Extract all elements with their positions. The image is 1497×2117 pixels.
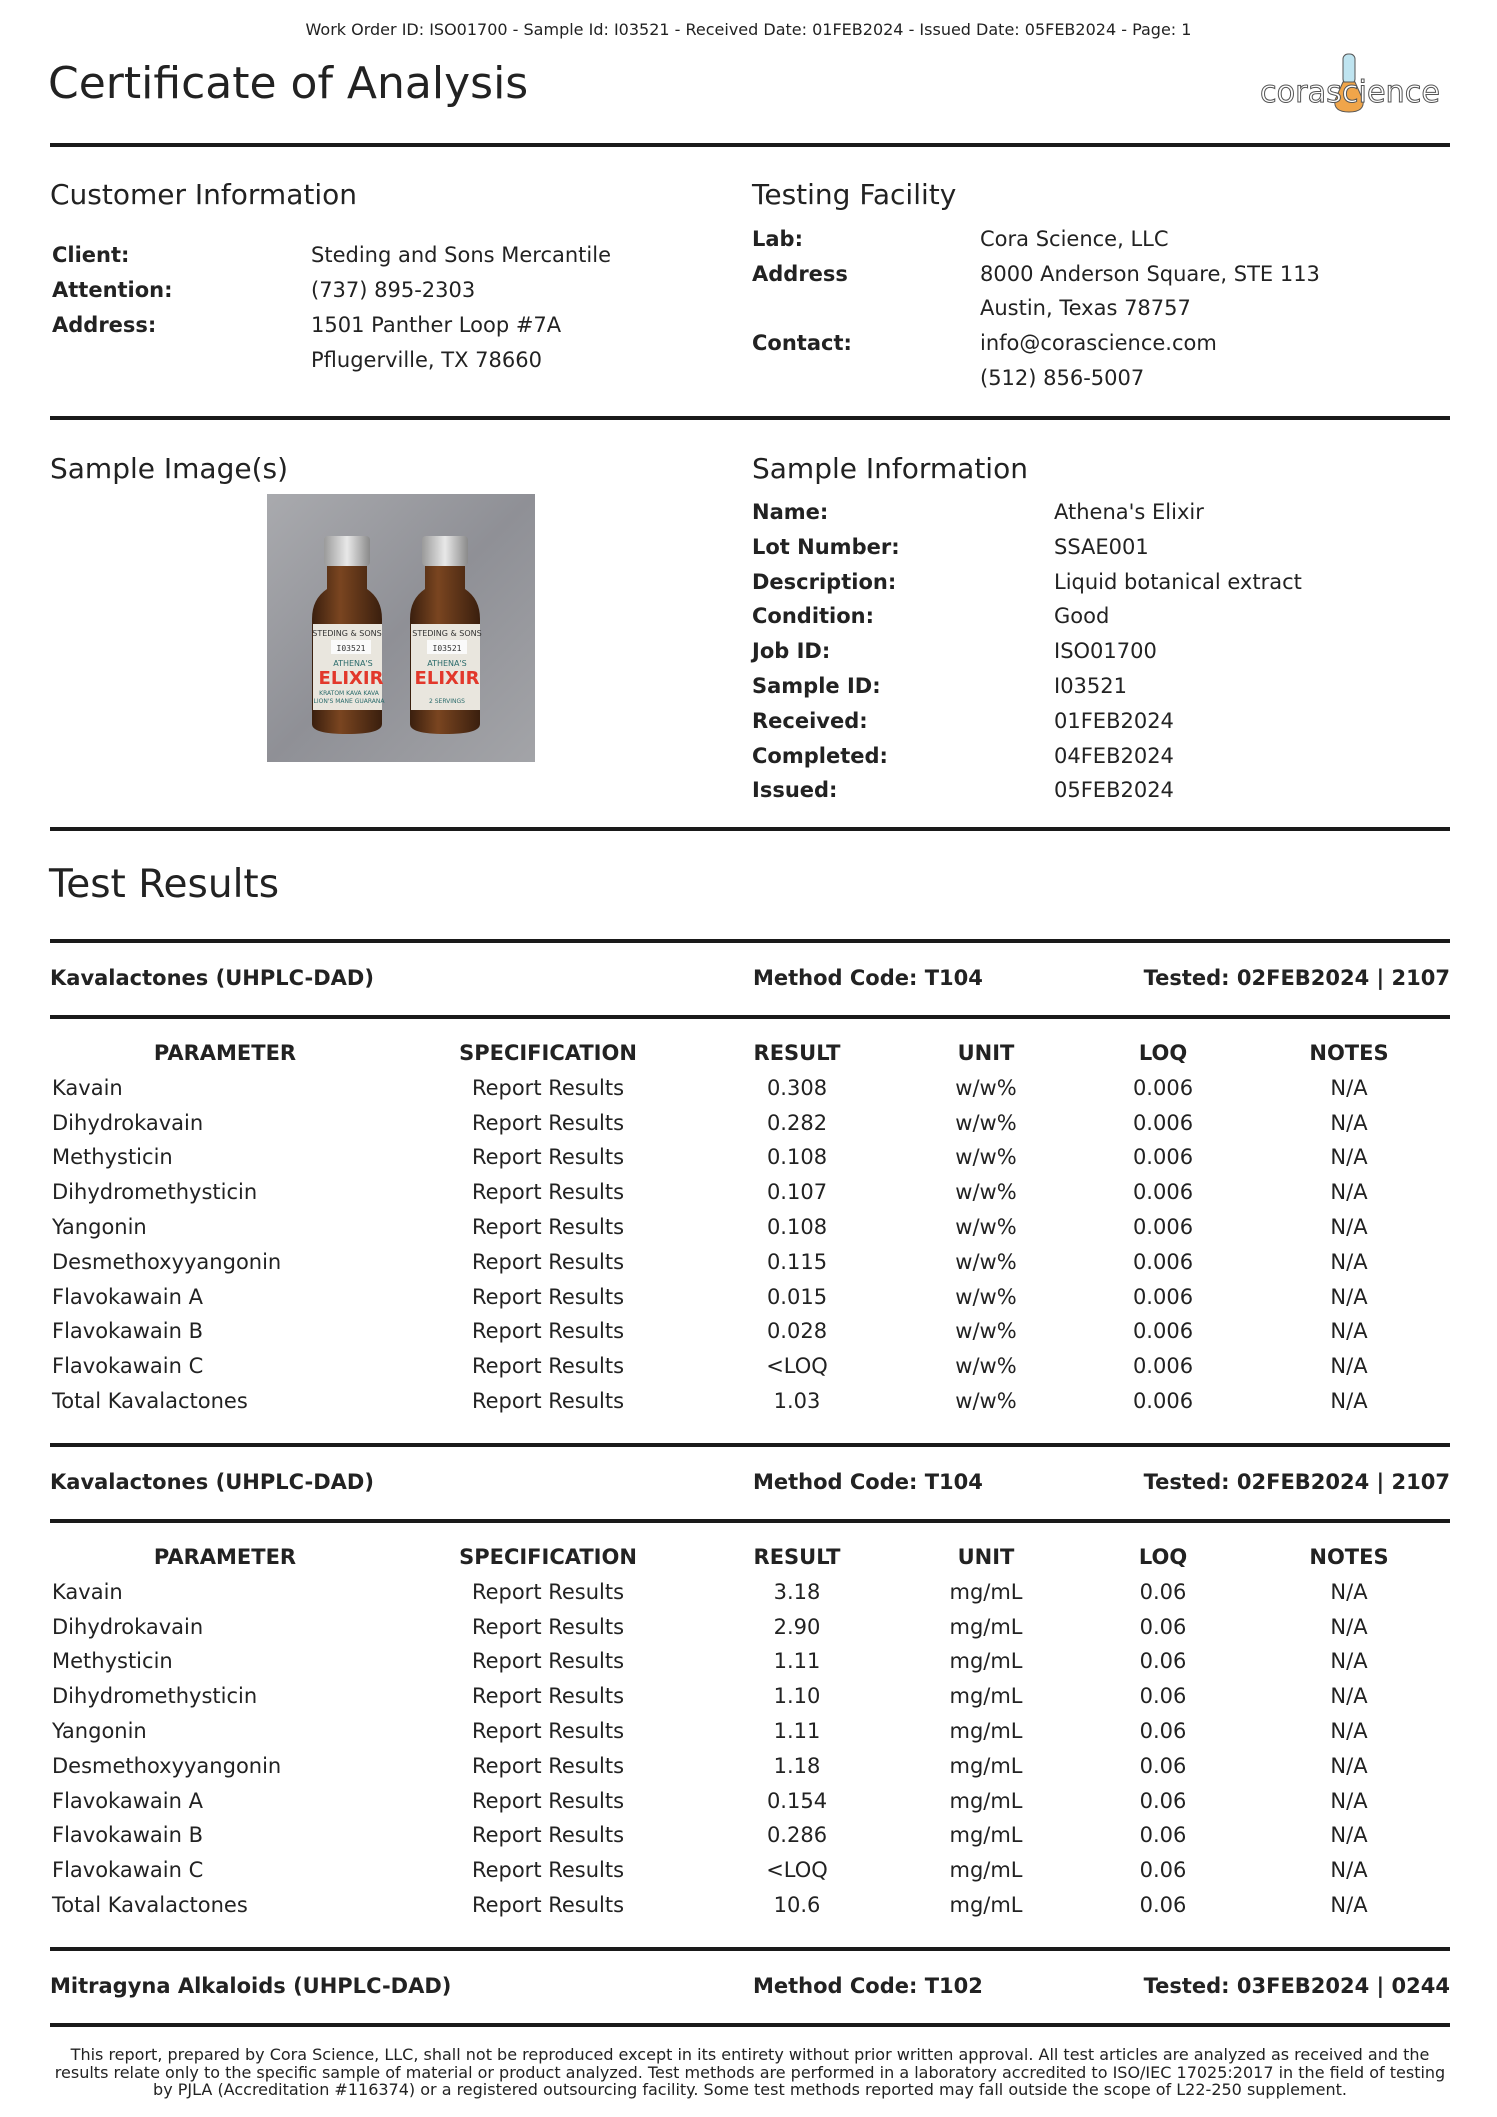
sample-info-label: Sample ID: [752, 674, 881, 698]
cell-notes: N/A [1330, 1180, 1368, 1205]
divider [50, 2023, 1450, 2027]
cell-specification: Report Results [471, 1145, 625, 1170]
cell-parameter: Methysticin [52, 1145, 173, 1170]
divider [50, 143, 1450, 147]
column-header-loq: LOQ [1138, 1545, 1188, 1569]
sample-info-value: SSAE001 [1054, 534, 1149, 559]
cell-unit: w/w% [955, 1319, 1017, 1344]
cell-unit: w/w% [955, 1249, 1017, 1274]
cell-notes: N/A [1330, 1858, 1368, 1883]
address-label: Address: [52, 313, 157, 337]
address-line-1: 1501 Panther Loop #7A [311, 313, 562, 337]
svg-text:I03521: I03521 [432, 644, 462, 653]
column-header-unit: UNIT [957, 1545, 1015, 1569]
svg-text:LION'S MANE GUARANA: LION'S MANE GUARANA [313, 698, 385, 705]
results-table [50, 1041, 1450, 1424]
cell-specification: Report Results [471, 1684, 625, 1709]
cell-unit: mg/mL [949, 1858, 1023, 1883]
cell-result: 0.107 [766, 1180, 828, 1205]
cell-specification: Report Results [471, 1075, 625, 1100]
cell-loq: 0.006 [1132, 1180, 1194, 1205]
table-row [50, 1145, 1450, 1180]
cell-specification: Report Results [471, 1214, 625, 1239]
cell-notes: N/A [1330, 1614, 1368, 1639]
sample-info-value: I03521 [1054, 674, 1127, 698]
cell-notes: N/A [1330, 1684, 1368, 1709]
cell-result: 0.115 [766, 1249, 828, 1274]
table-row [50, 1180, 1450, 1215]
cell-result: 1.11 [773, 1649, 821, 1674]
cell-result: 0.308 [766, 1075, 828, 1100]
cell-parameter: Flavokawain B [52, 1319, 203, 1344]
cell-notes: N/A [1330, 1214, 1368, 1239]
cell-unit: mg/mL [949, 1718, 1023, 1743]
cell-loq: 0.006 [1132, 1075, 1194, 1100]
svg-text:ATHENA'S: ATHENA'S [427, 659, 467, 668]
cell-parameter: Desmethoxyyangonin [52, 1249, 282, 1274]
flask-logo-icon [1255, 52, 1445, 118]
table-row [50, 1285, 1450, 1320]
cell-unit: w/w% [955, 1075, 1017, 1100]
table-row [50, 1076, 1450, 1111]
cell-notes: N/A [1330, 1319, 1368, 1344]
disclaimer: This report, prepared by Cora Science, LLC, shall not be reproduced except in its entirety without prior written approval. All test articles are analyzed as received and the results relate only to the specific sample of material or product analyzed. Test methods are performed in a laboratory accredited to ISO/IEC 17025:2017 in the field of testing by PJLA (Accreditation #116374) or a registered outsourcing facility. Some test methods reported may fall outside the scope of L22-250 supplement. [54, 2045, 1446, 2099]
test-block-title: Kavalactones (UHPLC-DAD) [50, 966, 374, 990]
cell-unit: w/w% [955, 1388, 1017, 1413]
table-row [50, 1893, 1450, 1928]
table-row [50, 1649, 1450, 1684]
cell-parameter: Dihydrokavain [52, 1614, 204, 1639]
cell-unit: mg/mL [949, 1614, 1023, 1639]
cell-unit: mg/mL [949, 1753, 1023, 1778]
facility-address-line-2: Austin, Texas 78757 [980, 296, 1191, 320]
cell-unit: w/w% [955, 1354, 1017, 1379]
cell-parameter: Desmethoxyyangonin [52, 1753, 282, 1778]
cell-parameter: Dihydromethysticin [52, 1180, 258, 1205]
cell-notes: N/A [1330, 1649, 1368, 1674]
sample-info-label: Condition: [752, 604, 875, 629]
cell-parameter: Flavokawain A [52, 1284, 203, 1309]
attention-value: (737) 895-2303 [311, 278, 476, 302]
svg-text:ATHENA'S: ATHENA'S [333, 659, 373, 668]
testing-facility-heading: Testing Facility [752, 178, 957, 211]
cell-notes: N/A [1330, 1388, 1368, 1413]
lab-label: Lab: [752, 227, 803, 251]
cell-specification: Report Results [471, 1892, 625, 1917]
cell-specification: Report Results [471, 1788, 625, 1813]
cell-specification: Report Results [471, 1718, 625, 1743]
cell-result: 0.154 [766, 1788, 828, 1813]
contact-label: Contact: [752, 331, 852, 355]
cell-loq: 0.006 [1132, 1319, 1194, 1344]
cell-result: 0.108 [766, 1145, 828, 1170]
cell-result: 0.108 [766, 1214, 828, 1239]
cell-loq: 0.06 [1139, 1753, 1187, 1778]
cell-notes: N/A [1330, 1284, 1368, 1309]
results-table [50, 1545, 1450, 1928]
tested-date: Tested: 02FEB2024 | 2107 [1143, 966, 1450, 990]
table-row [50, 1319, 1450, 1354]
table-row [50, 1684, 1450, 1719]
table-row [50, 1719, 1450, 1754]
cell-notes: N/A [1330, 1718, 1368, 1743]
column-header-parameter: PARAMETER [153, 1041, 297, 1065]
table-row [50, 1789, 1450, 1824]
cell-parameter: Flavokawain C [52, 1858, 204, 1883]
sample-info-value: 05FEB2024 [1054, 778, 1174, 803]
cell-result: 1.11 [773, 1718, 821, 1743]
cell-loq: 0.006 [1132, 1388, 1194, 1413]
cell-specification: Report Results [471, 1284, 625, 1309]
sample-images-heading: Sample Image(s) [50, 452, 289, 485]
address-line-2: Pflugerville, TX 78660 [311, 348, 542, 372]
sample-info-value: Liquid botanical extract [1054, 569, 1302, 594]
cell-result: 0.282 [766, 1110, 828, 1135]
cell-notes: N/A [1330, 1892, 1368, 1917]
cell-unit: mg/mL [949, 1892, 1023, 1917]
client-value: Steding and Sons Mercantile [311, 243, 612, 267]
cell-notes: N/A [1330, 1075, 1368, 1100]
cell-parameter: Methysticin [52, 1649, 173, 1674]
cell-result: <LOQ [766, 1354, 828, 1379]
sample-info-value: Athena's Elixir [1054, 500, 1204, 524]
work-order-header: Work Order ID: ISO01700 - Sample Id: I03521 - Received Date: 01FEB2024 - Issued Date: 05FEB2024 - Page: 1 [305, 20, 1192, 39]
cell-unit: mg/mL [949, 1579, 1023, 1604]
divider [50, 416, 1450, 420]
cell-unit: mg/mL [949, 1649, 1023, 1674]
cell-notes: N/A [1330, 1354, 1368, 1379]
cell-specification: Report Results [471, 1858, 625, 1883]
facility-address-line-1: 8000 Anderson Square, STE 113 [980, 262, 1320, 286]
svg-text:ELIXIR: ELIXIR [318, 668, 384, 689]
sample-info-label: Completed: [752, 743, 888, 768]
table-row [50, 1615, 1450, 1650]
test-block-title: Mitragyna Alkaloids (UHPLC-DAD) [50, 1974, 452, 1998]
cell-parameter: Dihydromethysticin [52, 1684, 258, 1709]
sample-info-label: Lot Number: [752, 534, 900, 559]
sample-info-heading: Sample Information [752, 452, 1028, 485]
cell-specification: Report Results [471, 1388, 625, 1413]
svg-text:ELIXIR: ELIXIR [414, 668, 480, 689]
cell-unit: w/w% [955, 1180, 1017, 1205]
cell-specification: Report Results [471, 1110, 625, 1135]
cell-specification: Report Results [471, 1753, 625, 1778]
cell-loq: 0.006 [1132, 1284, 1194, 1309]
cell-notes: N/A [1330, 1145, 1368, 1170]
cell-parameter: Total Kavalactones [52, 1388, 248, 1413]
table-row [50, 1823, 1450, 1858]
cell-result: 3.18 [773, 1579, 821, 1604]
cell-parameter: Flavokawain A [52, 1788, 203, 1813]
column-header-unit: UNIT [957, 1041, 1015, 1065]
cell-loq: 0.06 [1139, 1858, 1187, 1883]
column-header-loq: LOQ [1138, 1041, 1188, 1065]
contact-phone: (512) 856-5007 [980, 366, 1145, 390]
table-header-row [50, 1041, 1450, 1076]
svg-text:KRATOM KAVA KAVA: KRATOM KAVA KAVA [319, 690, 379, 697]
cell-parameter: Yangonin [52, 1214, 147, 1239]
column-header-notes: NOTES [1309, 1545, 1389, 1569]
cell-loq: 0.006 [1132, 1354, 1194, 1379]
cell-loq: 0.006 [1132, 1110, 1194, 1135]
cell-loq: 0.06 [1139, 1788, 1187, 1813]
cell-notes: N/A [1330, 1823, 1368, 1848]
cell-specification: Report Results [471, 1354, 625, 1379]
cell-specification: Report Results [471, 1180, 625, 1205]
contact-email[interactable]: info@corascience.com [980, 331, 1217, 355]
cell-result: 1.18 [773, 1753, 821, 1778]
cell-loq: 0.06 [1139, 1892, 1187, 1917]
table-header-row [50, 1545, 1450, 1580]
cell-specification: Report Results [471, 1579, 625, 1604]
cora-science-logo [1255, 52, 1445, 118]
svg-text:2 SERVINGS: 2 SERVINGS [429, 698, 465, 705]
cell-parameter: Kavain [52, 1075, 123, 1100]
cell-unit: w/w% [955, 1284, 1017, 1309]
sample-info-label: Job ID: [752, 639, 831, 664]
divider [50, 1015, 1450, 1019]
cell-result: 10.6 [773, 1892, 821, 1917]
cell-specification: Report Results [471, 1614, 625, 1639]
divider [50, 1443, 1450, 1447]
table-row [50, 1250, 1450, 1285]
tested-date: Tested: 02FEB2024 | 2107 [1143, 1470, 1450, 1494]
lab-value: Cora Science, LLC [980, 227, 1169, 251]
cell-loq: 0.006 [1132, 1145, 1194, 1170]
divider [50, 1519, 1450, 1523]
cell-result: 1.03 [773, 1388, 821, 1413]
logo-wordmark: corascience [1260, 75, 1440, 110]
svg-text:I03521: I03521 [336, 644, 366, 653]
cell-notes: N/A [1330, 1110, 1368, 1135]
divider [50, 827, 1450, 831]
column-header-parameter: PARAMETER [153, 1545, 297, 1569]
sample-info-value: 04FEB2024 [1054, 743, 1174, 768]
column-header-result: RESULT [753, 1545, 841, 1569]
cell-parameter: Flavokawain B [52, 1823, 203, 1848]
facility-address-label: Address [752, 262, 848, 286]
sample-photo [267, 494, 535, 762]
cell-loq: 0.06 [1139, 1649, 1187, 1674]
cell-specification: Report Results [471, 1649, 625, 1674]
cell-parameter: Kavain [52, 1579, 123, 1604]
sample-info-value: 01FEB2024 [1054, 708, 1174, 733]
cell-loq: 0.06 [1139, 1684, 1187, 1709]
cell-loq: 0.06 [1139, 1718, 1187, 1743]
column-header-notes: NOTES [1309, 1041, 1389, 1065]
cell-result: <LOQ [766, 1858, 828, 1883]
test-block-title: Kavalactones (UHPLC-DAD) [50, 1470, 374, 1494]
column-header-specification: SPECIFICATION [459, 1545, 637, 1569]
cell-unit: mg/mL [949, 1788, 1023, 1813]
table-row [50, 1215, 1450, 1250]
page-title: Certificate of Analysis [48, 58, 529, 109]
table-row [50, 1354, 1450, 1389]
client-label: Client: [52, 243, 130, 267]
sample-info-label: Issued: [752, 778, 838, 803]
cell-unit: mg/mL [949, 1684, 1023, 1709]
cell-result: 2.90 [773, 1614, 821, 1639]
cell-parameter: Yangonin [52, 1718, 147, 1743]
column-header-result: RESULT [753, 1041, 841, 1065]
column-header-specification: SPECIFICATION [459, 1041, 637, 1065]
cell-loq: 0.06 [1139, 1579, 1187, 1604]
divider [50, 939, 1450, 943]
cell-result: 0.028 [766, 1319, 828, 1344]
sample-info-label: Name: [752, 500, 829, 524]
cell-result: 0.286 [766, 1823, 828, 1848]
cell-result: 0.015 [766, 1284, 828, 1309]
tested-date: Tested: 03FEB2024 | 0244 [1143, 1974, 1450, 1998]
cell-notes: N/A [1330, 1579, 1368, 1604]
cell-specification: Report Results [471, 1319, 625, 1344]
cell-loq: 0.06 [1139, 1823, 1187, 1848]
sample-info-label: Description: [752, 569, 897, 594]
table-row [50, 1111, 1450, 1146]
sample-info-value: ISO01700 [1054, 639, 1157, 664]
cell-loq: 0.06 [1139, 1614, 1187, 1639]
attention-label: Attention: [52, 278, 173, 302]
svg-text:STEDING & SONS: STEDING & SONS [412, 629, 482, 638]
cell-loq: 0.006 [1132, 1214, 1194, 1239]
table-row [50, 1754, 1450, 1789]
cell-unit: w/w% [955, 1145, 1017, 1170]
cell-specification: Report Results [471, 1249, 625, 1274]
table-row [50, 1389, 1450, 1424]
cell-unit: w/w% [955, 1214, 1017, 1239]
cell-unit: mg/mL [949, 1823, 1023, 1848]
svg-text:STEDING & SONS: STEDING & SONS [312, 629, 382, 638]
cell-result: 1.10 [773, 1684, 821, 1709]
method-code: Method Code: T104 [753, 966, 983, 990]
cell-parameter: Total Kavalactones [52, 1892, 248, 1917]
cell-unit: w/w% [955, 1110, 1017, 1135]
sample-info-label: Received: [752, 708, 868, 733]
cell-loq: 0.006 [1132, 1249, 1194, 1274]
customer-info-heading: Customer Information [50, 178, 357, 211]
cell-notes: N/A [1330, 1753, 1368, 1778]
cell-specification: Report Results [471, 1823, 625, 1848]
cell-parameter: Dihydrokavain [52, 1110, 204, 1135]
cell-parameter: Flavokawain C [52, 1354, 204, 1379]
cell-notes: N/A [1330, 1249, 1368, 1274]
method-code: Method Code: T104 [753, 1470, 983, 1494]
sample-info-value: Good [1054, 604, 1110, 629]
method-code: Method Code: T102 [753, 1974, 983, 1998]
test-results-heading: Test Results [49, 862, 280, 907]
cell-notes: N/A [1330, 1788, 1368, 1813]
divider [50, 1947, 1450, 1951]
table-row [50, 1580, 1450, 1615]
table-row [50, 1858, 1450, 1893]
